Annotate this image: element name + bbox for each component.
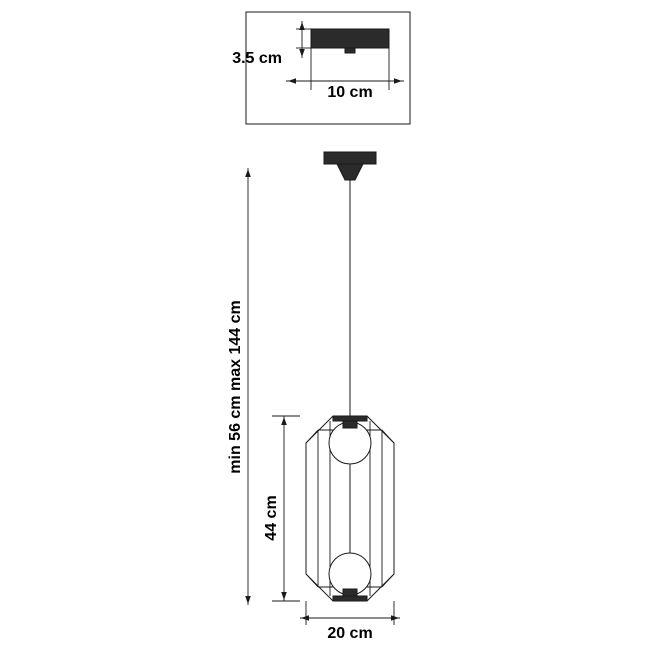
shade-height-arrow-top: [281, 417, 287, 425]
ceiling-canopy: [324, 152, 376, 164]
suspension-arrow-bottom: [245, 596, 251, 604]
detail-width-arrow-right: [394, 78, 402, 84]
shade-top-cap: [333, 416, 367, 421]
shade-width-arrow-right: [391, 615, 399, 621]
detail-height-arrow-up: [299, 22, 305, 30]
shade-bottom-cap: [333, 596, 367, 601]
detail-height-arrow-down: [299, 49, 305, 57]
shade-width-arrow-left: [301, 615, 309, 621]
lower-socket: [343, 589, 357, 596]
canopy-detail-group: [232, 12, 410, 124]
canopy-stem-connector: [345, 48, 355, 53]
pendant-group: [306, 152, 394, 601]
canopy-plate: [311, 29, 389, 48]
upper-socket: [343, 421, 357, 428]
suspension-label: min 56 cm max 144 cm: [227, 300, 244, 474]
detail-width-arrow-left: [288, 78, 296, 84]
shade-height-label: 44 cm: [263, 495, 280, 541]
canopy-cone: [337, 164, 363, 180]
shade-width-dimension-group: [300, 601, 400, 642]
suspension-dimension-group: [227, 168, 251, 605]
suspension-arrow-top: [245, 169, 251, 177]
shade-height-arrow-bottom: [281, 592, 287, 600]
shade-height-dimension-group: [263, 416, 300, 601]
shade-width-label: 20 cm: [327, 625, 373, 642]
detail-height-label: 3.5 cm: [232, 50, 282, 67]
detail-width-label: 10 cm: [327, 84, 373, 101]
